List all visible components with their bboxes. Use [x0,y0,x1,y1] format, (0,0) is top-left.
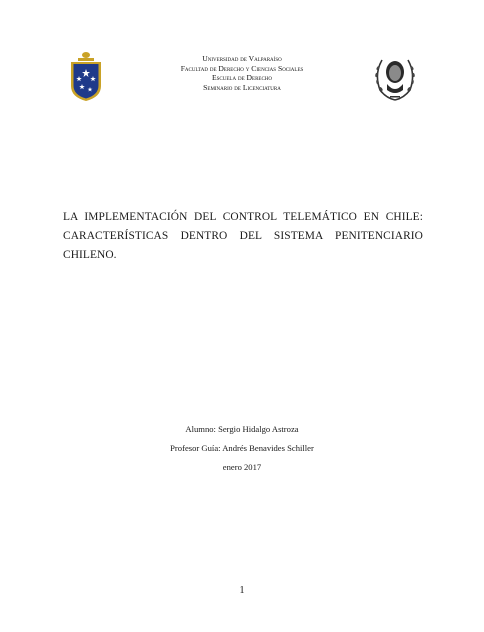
header-school: Escuela de Derecho [211,73,273,83]
header-university: Universidad de Valparaíso [202,54,282,63]
header-faculty: Facultad de Derecho y Ciencias Sociales [180,63,304,73]
university-shield-icon [68,50,104,102]
page-number: 1 [239,585,245,596]
header-seminar: Seminario de Licenciatura [203,82,281,92]
institution-header [130,54,354,92]
thesis-meta [120,420,364,477]
date-line: enero 2017 [222,462,262,472]
advisor-line: Profesor Guía: Andrés Benavides Schiller [170,443,314,453]
student-line: Alumno: Sergio Hidalgo Astroza [185,424,299,434]
faculty-medallion-icon [370,50,420,104]
thesis-title: LA IMPLEMENTACIÓN DEL CONTROL TELEMÁTICO EN CHILE: CARACTERÍSTICAS DENTRO DEL SISTEMA PENITENCIARIO CHILENO. [63,211,423,261]
